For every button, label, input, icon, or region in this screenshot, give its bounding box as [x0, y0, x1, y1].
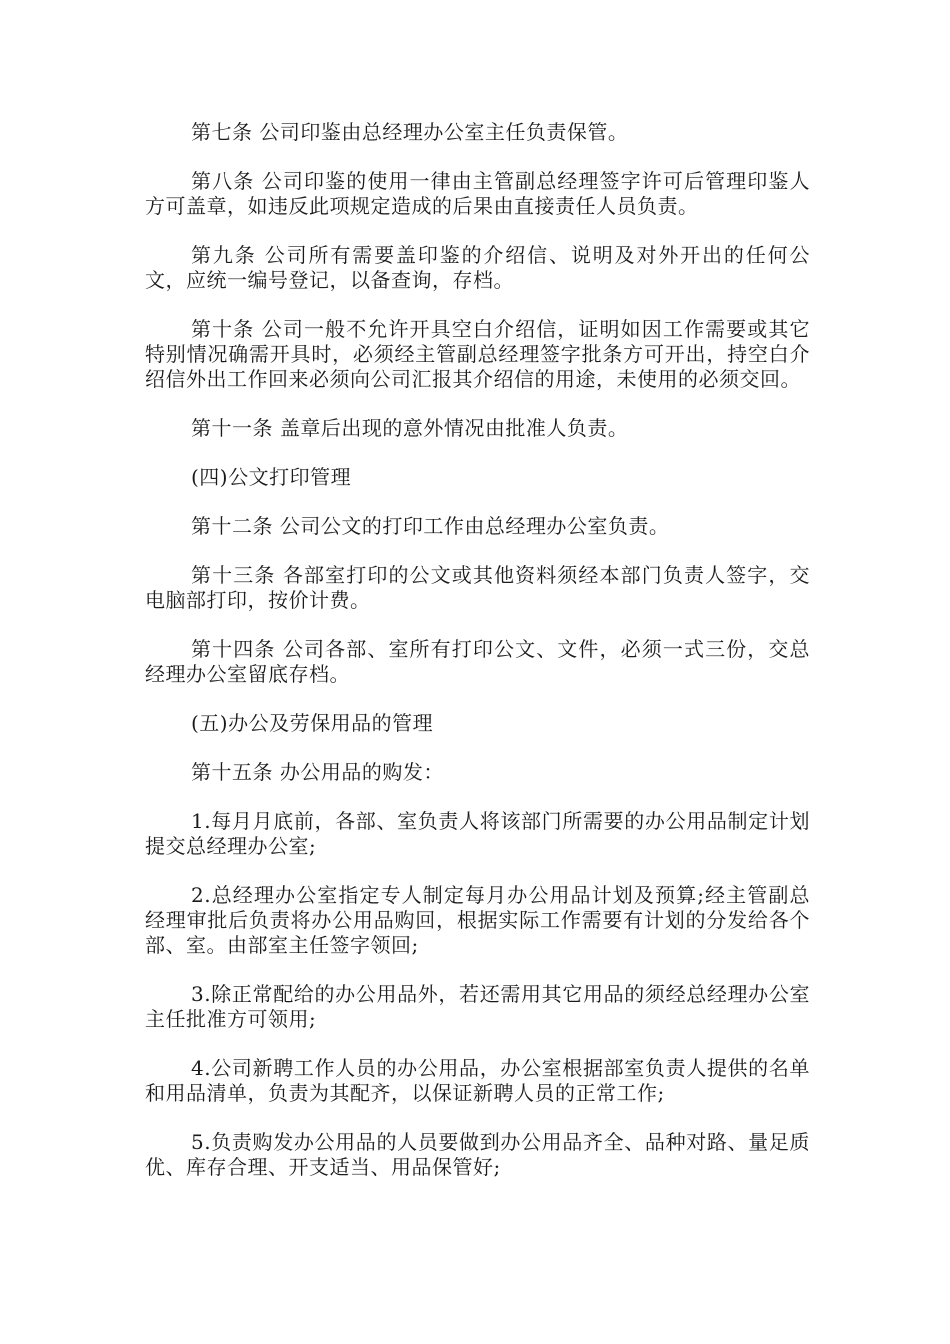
section-heading-4: (四)公文打印管理: [191, 465, 352, 489]
list-item-4: 4.公司新聘工作人员的办公用品，办公室根据部室负责人提供的名单和用品清单，负责为其配齐，以保证新聘人员的正常工作;: [145, 1056, 810, 1105]
article-11: 第十一条 盖章后出现的意外情况由批准人负责。: [191, 416, 629, 440]
list-item-1: 1.每月月底前，各部、室负责人将该部门所需要的办公用品制定计划提交总经理办公室;: [145, 809, 810, 858]
article-9: 第九条 公司所有需要盖印鉴的介绍信、说明及对外开出的任何公文，应统一编号登记，以备查询，存档。: [145, 243, 810, 292]
list-item-5: 5.负责购发办公用品的人员要做到办公用品齐全、品种对路、量足质优、库存合理、开支适当、用品保管好;: [145, 1130, 810, 1179]
article-14: 第十四条 公司各部、室所有打印公文、文件，必须一式三份，交总经理办公室留底存档。: [145, 637, 810, 686]
list-item-3: 3.除正常配给的办公用品外，若还需用其它用品的须经总经理办公室主任批准方可领用;: [145, 982, 810, 1031]
article-8: 第八条 公司印鉴的使用一律由主管副总经理签字许可后管理印鉴人方可盖章，如违反此项规定造成的后果由直接责任人员负责。: [145, 169, 810, 218]
article-10: 第十条 公司一般不允许开具空白介绍信，证明如因工作需要或其它特别情况确需开具时，必须经主管副总经理签字批条方可开出，持空白介绍信外出工作回来必须向公司汇报其介绍信的用途，未使用的必须交回。: [145, 317, 810, 391]
article-13: 第十三条 各部室打印的公文或其他资料须经本部门负责人签字，交电脑部打印，按价计费。: [145, 563, 810, 612]
article-15: 第十五条 办公用品的购发：: [191, 760, 444, 784]
article-12: 第十二条 公司公文的打印工作由总经理办公室负责。: [191, 514, 670, 538]
article-7: 第七条 公司印鉴由总经理办公室主任负责保管。: [191, 120, 629, 144]
list-item-2: 2.总经理办公室指定专人制定每月办公用品计划及预算;经主管副总经理审批后负责将办公用品购回，根据实际工作需要有计划的分发给各个部、室。由部室主任签字领回;: [145, 883, 810, 957]
section-heading-5: (五)办公及劳保用品的管理: [191, 711, 434, 735]
document-body: [145, 120, 810, 1204]
